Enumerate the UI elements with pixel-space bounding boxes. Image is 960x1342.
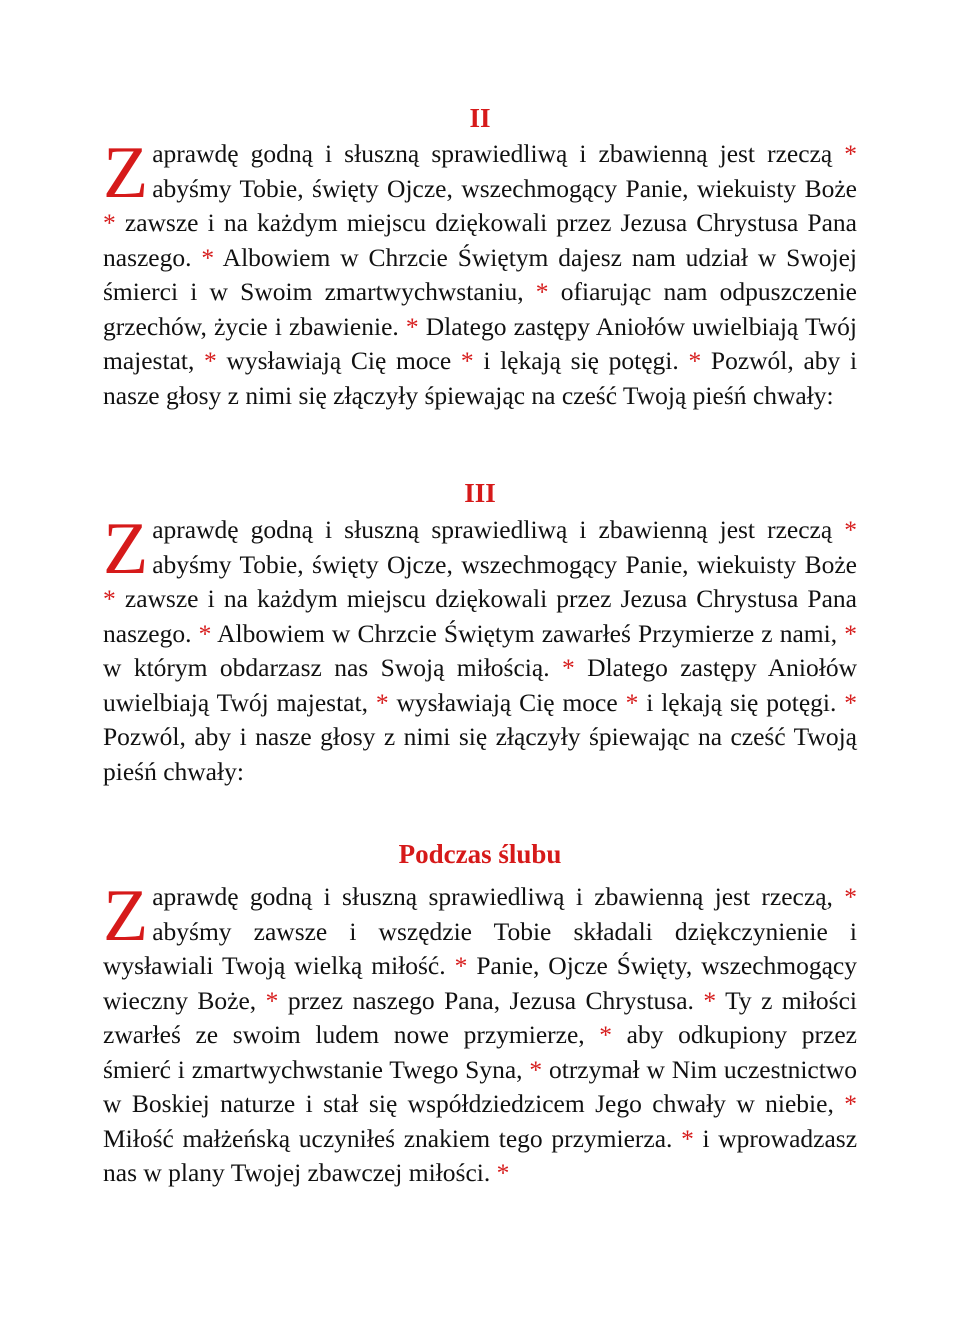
preface-paragraph-iii [103, 508, 858, 789]
asterisk-separator: * [201, 242, 215, 272]
asterisk-separator: * [204, 346, 217, 375]
prayer-text: Pozwól, aby i nasze głosy z nimi się złączyły śpiewając na cześć Twoją pieśń chwały: [103, 722, 857, 786]
asterisk-separator: * [265, 985, 279, 1015]
asterisk-separator: * [103, 208, 116, 237]
asterisk-separator: * [844, 687, 857, 717]
asterisk-separator: * [103, 584, 116, 613]
prayer-text: Dlatego zastępy Aniołów uwielbiają Twój majestat, [103, 653, 858, 717]
section-heading-iii: III [464, 478, 496, 508]
prayer-text: Ty z miłości zwarłeś ze swoim ludem nowe przymierze, [103, 985, 858, 1049]
prayer-text: wysławiają Cię moce [226, 346, 452, 375]
asterisk-separator: * [703, 985, 717, 1015]
section-heading-wedding: Podczas ślubu [398, 839, 562, 869]
prayer-text: aprawdę godną i słuszną sprawiedliwą i zbawienną jest rzeczą, [152, 882, 833, 911]
asterisk-separator: * [688, 346, 702, 375]
asterisk-separator: * [625, 687, 639, 717]
prayer-text: zawsze i na każdym miejscu dziękowali przez Jezusa Chrystusa Pana naszego. [103, 584, 857, 648]
prayer-text: Albowiem w Chrzcie Świętym zawarłeś Przymierze z nami, [217, 618, 838, 648]
asterisk-separator: * [529, 1054, 543, 1084]
asterisk-separator: * [844, 618, 857, 648]
drop-cap-initial: Z [103, 875, 149, 957]
asterisk-separator: * [844, 139, 858, 168]
prayer-text: aprawdę godną i słuszną sprawiedliwą i zbawienną jest rzeczą [152, 139, 833, 168]
prayer-text: Pozwól, aby i nasze głosy z nimi się złączyły śpiewając na cześć Twoją pieśń chwały: [103, 346, 858, 410]
asterisk-separator: * [375, 687, 389, 717]
prayer-text: Panie, Ojcze Święty, wszechmogący wieczny Boże, [103, 951, 858, 1015]
prayer-text: i wprowadzasz nas w plany Twojej zbawczej miłości. [103, 1123, 858, 1187]
prayer-text: aprawdę godną i słuszną sprawiedliwą i zbawienną jest rzeczą [152, 515, 833, 544]
asterisk-separator: * [844, 882, 858, 911]
prayer-text: aby odkupiony przez śmierć i zmartwychwstanie Twego Syna, [103, 1020, 857, 1084]
prayer-text: przez naszego Pana, Jezusa Chrystusa. [287, 985, 694, 1015]
section-heading-ii: II [469, 103, 491, 133]
asterisk-separator: * [535, 277, 549, 306]
drop-cap-initial: Z [103, 508, 149, 590]
asterisk-separator: * [681, 1123, 694, 1153]
prayer-text: i lękają się potęgi. [646, 687, 837, 717]
prayer-text: wysławiają Cię moce [396, 687, 618, 717]
asterisk-separator: * [562, 653, 575, 682]
asterisk-separator: * [844, 1089, 857, 1118]
prayer-text: abyśmy Tobie, święty Ojcze, wszechmogący Panie, wiekuisty Boże [152, 549, 857, 579]
preface-paragraph-ii [103, 132, 858, 413]
prayer-text: abyśmy Tobie, święty Ojcze, wszechmogący Panie, wiekuisty Boże [152, 173, 857, 203]
asterisk-separator: * [844, 515, 858, 544]
prayer-text: i lękają się potęgi. [483, 346, 679, 375]
asterisk-separator: * [454, 951, 468, 980]
prayer-text: otrzymał w Nim uczestnictwo w Boskiej naturze i stał się współdziedzicem Jego chwały w niebie, [103, 1054, 858, 1118]
prayer-text: ofiarując nam odpuszczenie grzechów, życie i zbawienie. [103, 277, 858, 341]
prayer-text: abyśmy zawsze i wszędzie Tobie składali dziękczynienie i wysławiali Twoją wielką miłość. [103, 916, 857, 980]
prayer-text: Albowiem w Chrzcie Świętym dajesz nam udział w Swojej śmierci i w Swoim zmartwychwstaniu, [103, 242, 858, 306]
asterisk-separator: * [198, 618, 212, 648]
asterisk-separator: * [405, 311, 419, 341]
prayer-text: Dlatego zastępy Aniołów uwielbiają Twój majestat, [103, 311, 857, 375]
asterisk-separator: * [460, 346, 474, 375]
drop-cap-initial: Z [103, 132, 149, 214]
prayer-text: zawsze i na każdym miejscu dziękowali przez Jezusa Chrystusa Pana naszego. [103, 208, 857, 272]
asterisk-separator: * [496, 1158, 510, 1187]
prayer-text: Miłość małżeńską uczyniłeś znakiem tego przymierza. [103, 1123, 673, 1153]
preface-paragraph-wedding [103, 875, 858, 1191]
asterisk-separator: * [599, 1020, 613, 1049]
prayer-text: w którym obdarzasz nas Swoją miłością. [103, 653, 550, 682]
